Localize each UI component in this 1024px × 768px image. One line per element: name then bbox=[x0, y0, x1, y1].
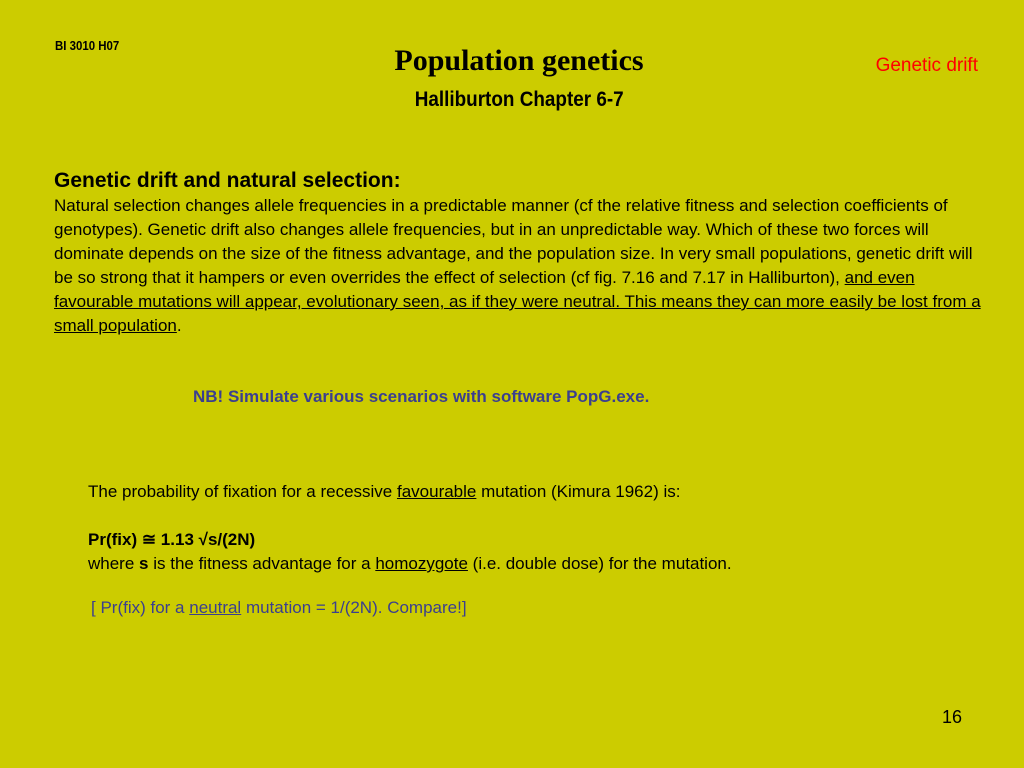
fixation-block bbox=[88, 480, 968, 576]
intro-underlined: favourable bbox=[396, 482, 477, 501]
slide-subtitle: Halliburton Chapter 6-7 bbox=[414, 88, 624, 111]
symbol-s: s bbox=[139, 554, 149, 573]
where-text-middle: is the fitness advantage for a bbox=[148, 554, 376, 573]
compare-note bbox=[91, 598, 467, 618]
nb-note: NB! Simulate various scenarios with software PopG.exe. bbox=[193, 387, 650, 406]
intro-text-end: mutation (Kimura 1962) is: bbox=[476, 482, 681, 501]
where-text-end: (i.e. double dose) for the mutation. bbox=[467, 554, 732, 573]
intro-text: The probability of fixation for a recessive bbox=[88, 482, 397, 501]
section-body bbox=[54, 194, 984, 338]
page-number: 16 bbox=[941, 707, 962, 727]
section-heading: Genetic drift and natural selection: bbox=[54, 169, 401, 192]
body-end: . bbox=[176, 316, 182, 335]
section-drift-selection bbox=[54, 167, 984, 338]
where-text: where bbox=[88, 554, 140, 573]
compare-text-end: mutation = 1/(2N). Compare!] bbox=[241, 598, 467, 617]
body-text: Natural selection changes allele frequencies in a predictable manner (cf the relative fitness and selection coefficients of genotypes). Genetic drift also changes allele frequencies, but in an unpredictable way. Which of these two forces will dominate depends on the size of the fitness advantage, and the population size. In very small populations, genetic drift will be so strong that it hampers or even overrides the effect of selection (cf fig. 7.16 and 7.17 in Halliburton), bbox=[54, 196, 973, 287]
compare-underlined: neutral bbox=[189, 598, 242, 617]
fixation-intro bbox=[88, 480, 968, 504]
formula-explanation bbox=[88, 552, 968, 576]
compare-text: [ Pr(fix) for a bbox=[91, 598, 190, 617]
spacer bbox=[88, 504, 968, 528]
fixation-formula: Pr(fix) ≅ 1.13 √s/(2N) bbox=[88, 530, 256, 549]
topic-tag: Genetic drift bbox=[875, 55, 978, 76]
body-underlined-text: and even favourable mutations will appear, evolutionary seen, as if they were neutral. This means they can more easily be lost from a small population bbox=[54, 268, 981, 335]
course-code: BI 3010 H07 bbox=[55, 38, 120, 53]
where-underlined: homozygote bbox=[375, 554, 468, 573]
slide-title: Population genetics bbox=[394, 44, 644, 77]
